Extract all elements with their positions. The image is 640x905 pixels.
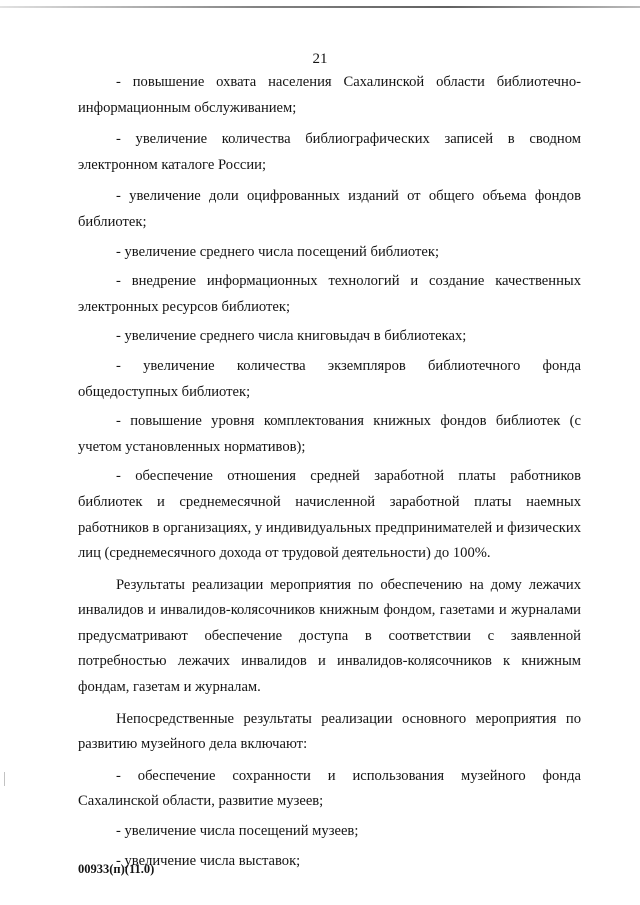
paragraph: - увеличение среднего числа книговыдач в библиотеках;	[116, 328, 467, 345]
paragraph: Непосредственные результаты реализации основного мероприятия по развитию музейного дела включают:	[78, 710, 581, 753]
document-body	[78, 70, 581, 874]
page-number: 21	[312, 51, 328, 67]
scan-edge-line	[0, 6, 640, 8]
paragraph: - повышение уровня комплектования книжных фондов библиотек (с учетом установленных нормативов);	[78, 413, 581, 455]
paragraph: - увеличение количества библиографических записей в сводном электронном каталоге России;	[78, 131, 581, 173]
paragraph: - повышение охвата населения Сахалинской области библиотечно-информационным обслуживанием;	[78, 74, 581, 116]
paragraph: - увеличение среднего числа посещений библиотек;	[116, 243, 440, 260]
paragraph: - увеличение доли оцифрованных изданий от общего объема фондов библиотек;	[78, 188, 581, 230]
paragraph: - обеспечение сохранности и использования музейного фонда Сахалинской области, развитие музеев;	[78, 767, 581, 810]
paragraph: - увеличение числа посещений музеев;	[116, 823, 359, 840]
scan-margin-mark	[4, 772, 5, 786]
paragraph: Результаты реализации мероприятия по обеспечению на дому лежачих инвалидов и инвалидов-колясочников книжным фондом, газетами и журналами предусматривают обеспечение доступа в соответствии с заявленной потребностью лежачих инвалидов и инвалидов-колясочников к книжным фондам, газетам и журналам.	[78, 576, 581, 696]
paragraph: - обеспечение отношения средней заработной платы работников библиотек и среднемесячной начисленной заработной платы наемных работников в организациях, у индивидуальных предпринимателей и физических лиц (среднемесячного дохода от трудовой деятельности) до 100%.	[78, 468, 581, 562]
document-footer-code: 00933(п)(11.0)	[78, 862, 155, 876]
paragraph: - внедрение информационных технологий и создание качественных электронных ресурсов библиотек;	[78, 273, 581, 315]
paragraph: - увеличение количества экземпляров библиотечного фонда общедоступных библиотек;	[78, 357, 581, 400]
paragraph: - увеличение числа выставок;	[116, 852, 301, 869]
